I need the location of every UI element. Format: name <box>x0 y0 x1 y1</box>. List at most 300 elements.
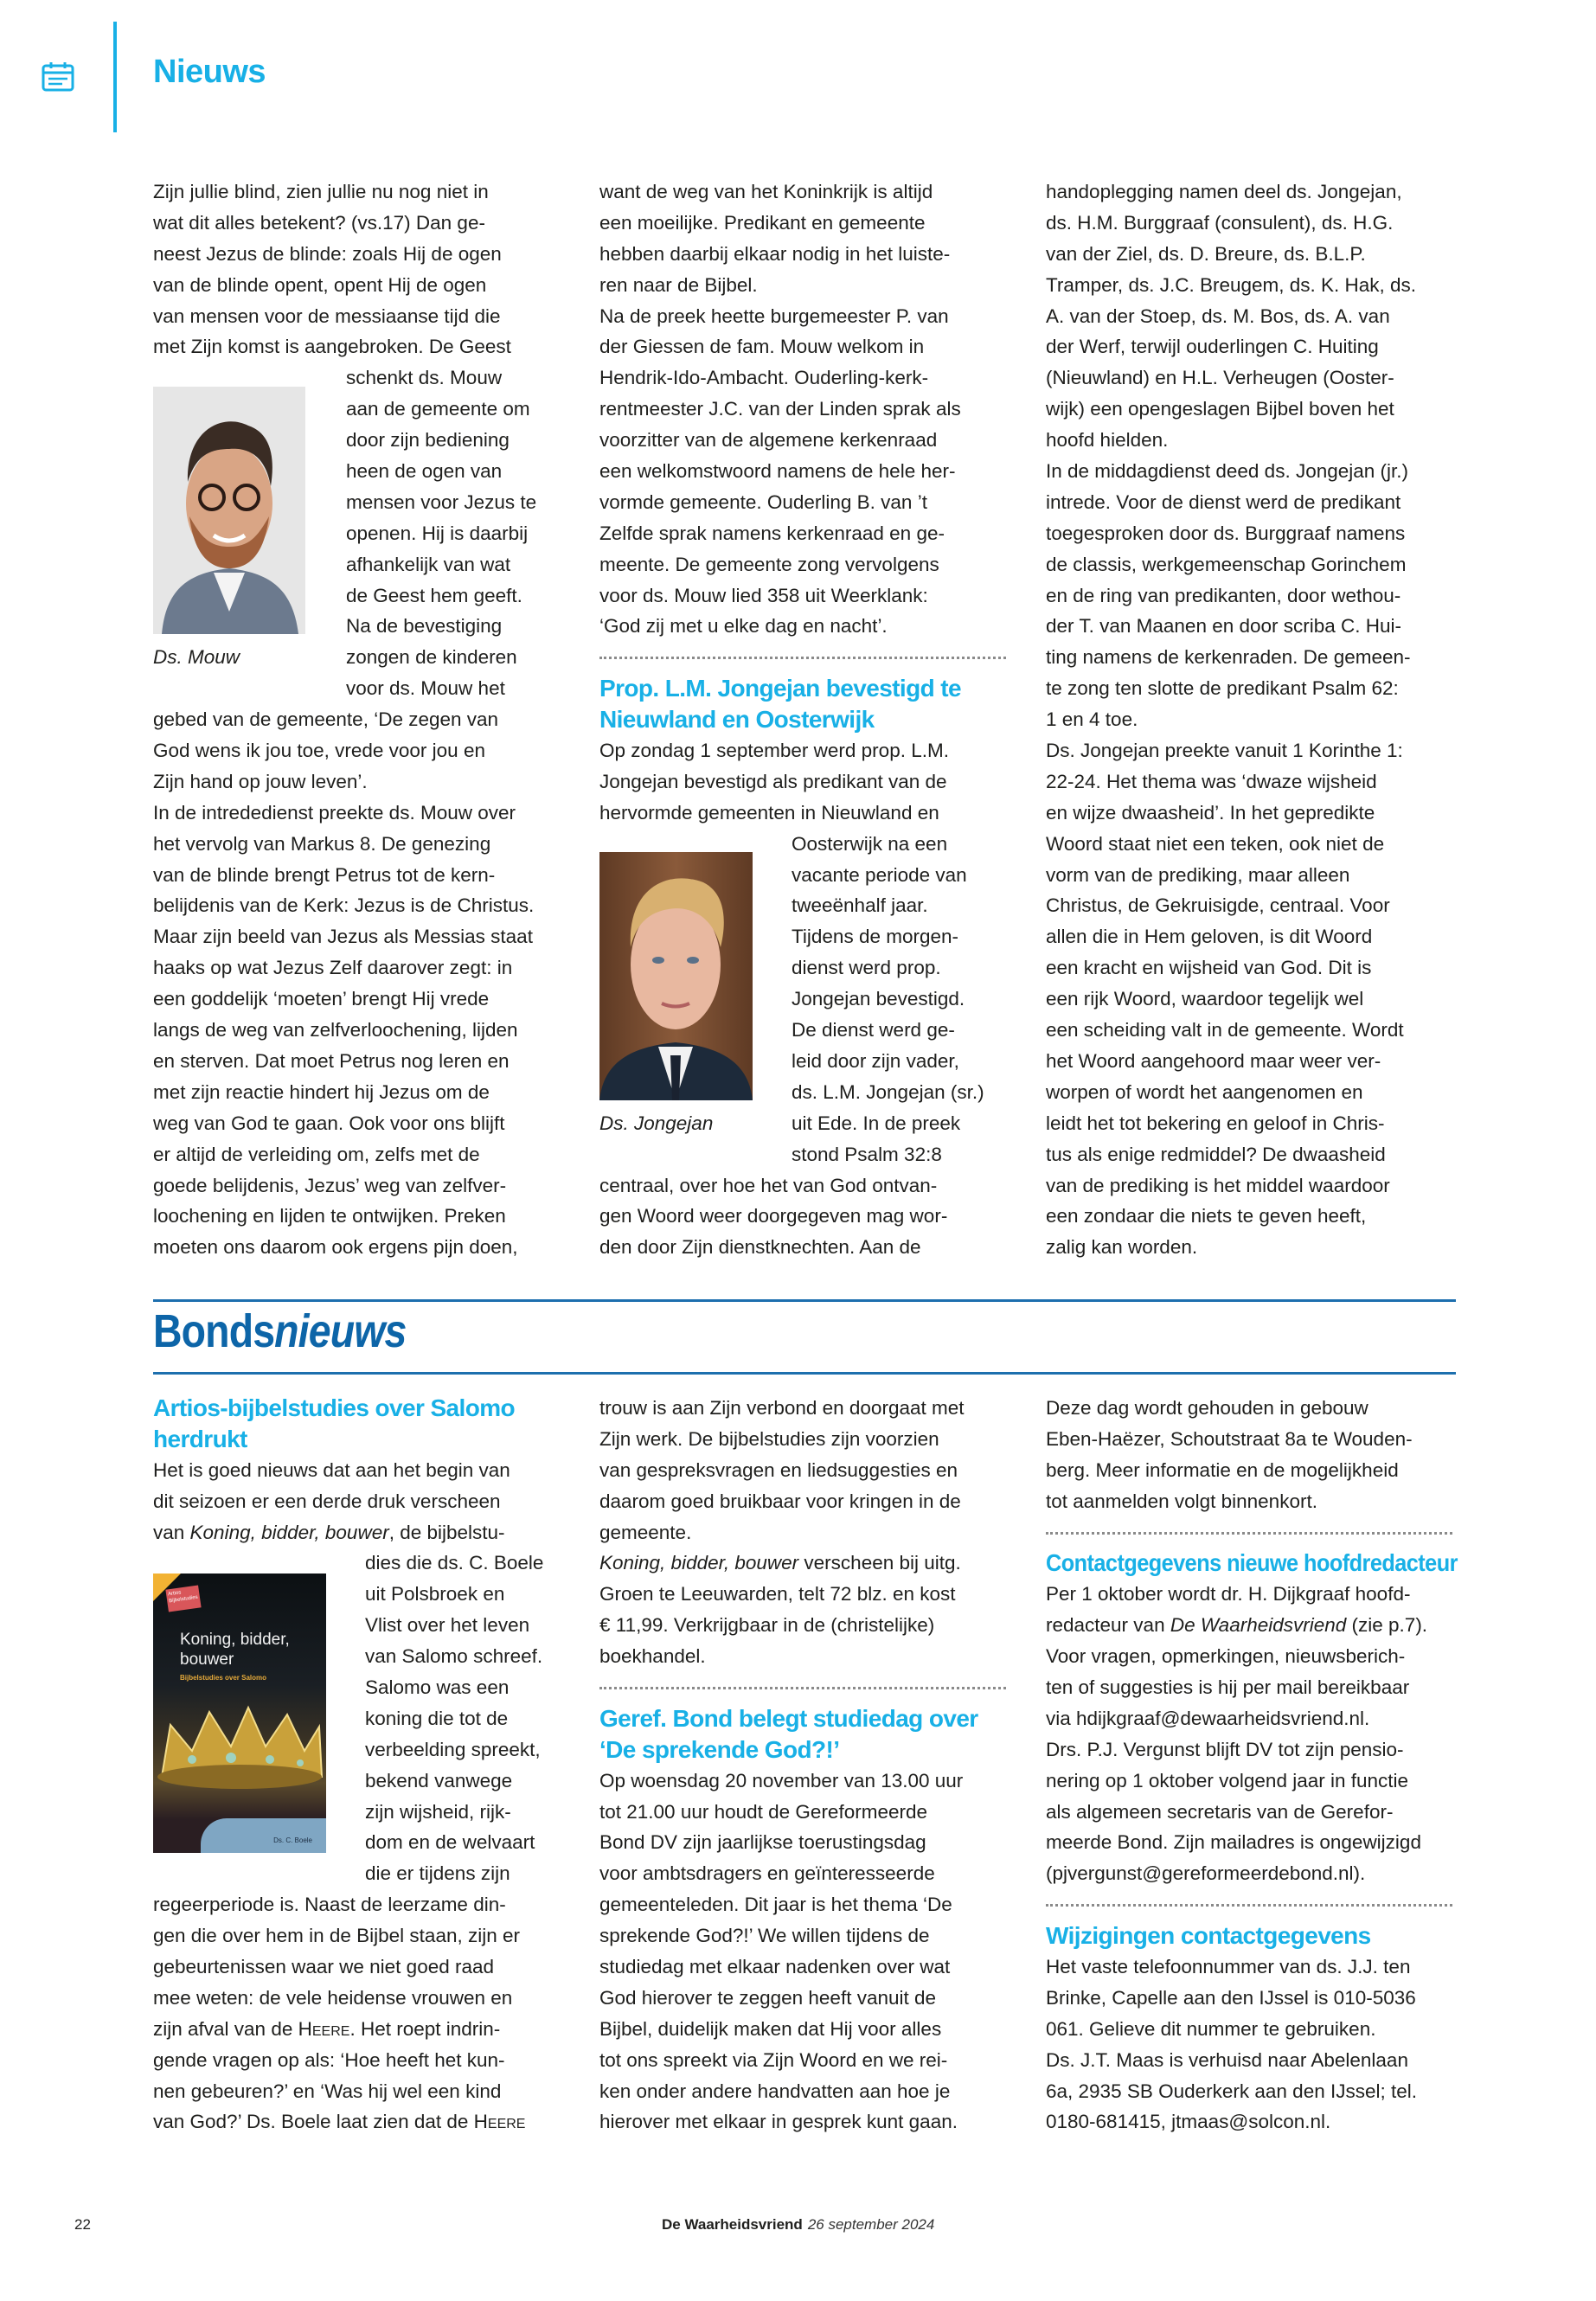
text-line <box>599 1983 1015 2014</box>
article-heading: Nieuwland en Oosterwijk <box>599 706 875 734</box>
bonds-rule-top <box>153 1299 1456 1302</box>
text-line <box>599 518 1015 549</box>
text-line <box>153 208 568 239</box>
text-line <box>1046 952 1461 984</box>
text-line-content: het vervolg van Markus 8. De genezing <box>153 832 491 855</box>
text-line <box>1046 611 1461 642</box>
text-line <box>153 1139 568 1170</box>
book-title: Koning, bidder, bouwer <box>180 1631 290 1669</box>
text-line-content: wijk) een opengeslagen Bijbel boven het <box>1046 398 1394 420</box>
page-number: 22 <box>74 2216 91 2233</box>
text-line <box>1046 735 1461 766</box>
text-line-content: gen die over hem in de Bijbel staan, zijn er <box>153 1925 520 1947</box>
text-line <box>1046 1734 1461 1766</box>
text-segment: van God?’ Ds. Boele laat zien dat de <box>153 2111 474 2133</box>
small-caps-word: Heere <box>473 2111 526 2133</box>
article-heading-line <box>153 1393 568 1424</box>
text-line-content: trouw is aan Zijn verbond en doorgaat met <box>599 1397 965 1419</box>
text-line-content: als algemeen secretaris van de Gerefor- <box>1046 1800 1394 1823</box>
text-line <box>599 1579 1015 1610</box>
text-segment: (zie p.7). <box>1346 1614 1428 1637</box>
text-line <box>153 301 568 332</box>
text-line <box>599 301 1015 332</box>
text-line-content: mee weten: de vele heidense vrouwen en <box>153 1986 513 2009</box>
text-line <box>153 2045 568 2076</box>
text-line-content: een goddelijk ‘moeten’ brengt Hij vrede <box>153 988 490 1010</box>
text-line-content: dies die ds. C. Boele <box>365 1552 544 1574</box>
article-heading: Wijzigingen contactgegevens <box>1046 1922 1371 1950</box>
text-line-content: wat dit alles betekent? (vs.17) Dan ge- <box>153 211 485 234</box>
book-footer-band <box>201 1818 326 1853</box>
text-line-content: voor ds. Mouw lied 358 uit Weerklank: <box>599 584 928 606</box>
text-line <box>599 2045 1015 2076</box>
text-line-content: Zijn werk. De bijbelstudies zijn voorzien <box>599 1427 939 1450</box>
text-line-content: Vlist over het leven <box>365 1614 530 1637</box>
text-line <box>599 1170 1015 1202</box>
text-line <box>1046 301 1461 332</box>
text-line <box>153 1486 568 1517</box>
text-line-content: 1 en 4 toe. <box>1046 708 1138 731</box>
text-line-content: zongen de kinderen <box>346 646 517 669</box>
text-line-content: daarom goed bruikbaar voor kringen in de <box>599 1490 961 1512</box>
text-line-content: Deze dag wordt gehouden in gebouw <box>1046 1397 1368 1419</box>
text-line-content: Zijn hand op jouw leven’. <box>153 770 368 792</box>
text-line-content: vacante periode van <box>792 863 967 886</box>
news-column-1 <box>153 176 568 1263</box>
text-line-content: de Geest hem geeft. <box>346 584 522 606</box>
article-heading-line <box>599 1703 1015 1734</box>
text-line <box>1046 239 1461 270</box>
text-line <box>153 1858 568 1889</box>
bonds-title-bold: Bonds <box>153 1305 275 1357</box>
text-line <box>599 1827 1015 1858</box>
text-line-content <box>1046 1610 1427 1641</box>
photo-ds-jongejan <box>599 852 753 1100</box>
text-line <box>599 798 1015 829</box>
text-segment: van <box>153 1521 190 1543</box>
text-line-content: handoplegging namen deel ds. Jongejan, <box>1046 181 1402 202</box>
text-line <box>599 611 1015 642</box>
text-line <box>153 766 568 798</box>
text-line-content: een scheiding valt in de gemeente. Wordt <box>1046 1019 1404 1042</box>
text-line <box>153 1517 568 1548</box>
text-line-content: Het vaste telefoonnummer van ds. J.J. ten <box>1046 1956 1411 1978</box>
text-line <box>599 1797 1015 1828</box>
article-heading-line <box>599 1734 1015 1766</box>
issue-date: 26 september 2024 <box>807 2216 935 2233</box>
text-line-content: Tramper, ds. J.C. Breugem, ds. K. Hak, ds. <box>1046 273 1417 296</box>
text-line-content: Tijdens de morgen- <box>792 926 959 948</box>
text-line-content: € 11,99. Verkrijgbaar in de (christelijke) <box>599 1614 935 1637</box>
text-line-content: A. van der Stoep, ds. M. Bos, ds. A. van <box>1046 304 1390 327</box>
text-line-content: dit seizoen er een derde druk verscheen <box>153 1490 501 1512</box>
text-line <box>1046 704 1461 735</box>
photo-caption-jongejan: Ds. Jongejan <box>599 1112 714 1134</box>
text-line <box>1046 642 1461 673</box>
text-line-content: Salomo was een <box>365 1676 510 1699</box>
text-line-content: Drs. P.J. Vergunst blijft DV tot zijn pensio- <box>1046 1738 1404 1760</box>
text-line-content: en wijze dwaasheid’. In het gepredikte <box>1046 801 1375 824</box>
header-divider <box>113 22 117 132</box>
text-line <box>153 176 568 208</box>
text-line <box>599 735 1015 766</box>
text-line-content: ds. L.M. Jongejan (sr.) <box>792 1080 984 1103</box>
text-line <box>1046 1139 1461 1170</box>
text-line-content: dienst werd prop. <box>792 957 941 979</box>
text-line-content: der T. van Maanen en door scriba C. Hui- <box>1046 615 1402 638</box>
text-line-content: moeten ons daarom ook ergens pijn doen, <box>153 1236 518 1259</box>
text-line-content: voor ambtsdragers en geïnteresseerde <box>599 1862 935 1885</box>
text-line-content: belijdenis van de Kerk: Jezus is de Christus. <box>153 894 535 917</box>
text-line <box>153 921 568 952</box>
text-line <box>1046 2014 1461 2045</box>
text-line-content: schenkt ds. Mouw <box>346 367 503 389</box>
text-line <box>599 176 1015 208</box>
text-line-content: De dienst werd ge- <box>792 1019 955 1042</box>
bonds-rule-bottom <box>153 1372 1456 1375</box>
text-line-content: een kracht en wijsheid van God. Dit is <box>1046 957 1372 979</box>
text-line <box>1046 580 1461 612</box>
text-line-content: van de blinde brengt Petrus tot de kern- <box>153 863 496 886</box>
bonds-title <box>153 1304 406 1358</box>
text-line-content: de classis, werkgemeenschap Gorinchem <box>1046 553 1407 575</box>
text-line <box>1046 2106 1461 2138</box>
text-line <box>599 1455 1015 1486</box>
text-line <box>153 1232 568 1263</box>
text-line <box>153 2014 568 2045</box>
text-line <box>599 425 1015 456</box>
article-heading: Contactgegevens nieuwe hoofdredacteur <box>1046 1549 1458 1577</box>
text-line-content: den door Zijn dienstknechten. Aan de <box>599 1236 921 1259</box>
article-heading-line <box>153 1424 568 1455</box>
text-line <box>1046 921 1461 952</box>
text-line <box>599 208 1015 239</box>
text-line <box>599 1889 1015 1920</box>
text-line-content: aan de gemeente om <box>346 398 530 420</box>
text-line-content: zalig kan worden. <box>1046 1236 1198 1259</box>
text-line-content: (Nieuwland) en H.L. Verheugen (Ooster- <box>1046 367 1394 389</box>
text-line-content: Groen te Leeuwarden, telt 72 blz. en kost <box>599 1583 956 1606</box>
text-line-content: 22-24. Het thema was ‘dwaze wijsheid <box>1046 770 1377 792</box>
bonds-column-3 <box>1046 1393 1461 2138</box>
text-line <box>1046 1108 1461 1139</box>
book-series-badge: Artios Bijbelstudies <box>165 1585 201 1612</box>
text-line-content: voorzitter van de algemene kerkenraad <box>599 429 938 452</box>
text-line <box>1046 1486 1461 1517</box>
photo-ds-mouw <box>153 387 305 634</box>
text-line <box>153 890 568 921</box>
text-line-content: berg. Meer informatie en de mogelijkheid <box>1046 1458 1399 1481</box>
text-line <box>1046 1579 1461 1610</box>
text-line-content: Woord staat niet een teken, ook niet de <box>1046 832 1385 855</box>
text-line-content: met Zijn komst is aangebroken. De Geest <box>153 336 511 358</box>
text-line-content: haaks op wat Jezus Zelf daarover zegt: in <box>153 957 513 979</box>
text-line <box>1046 673 1461 704</box>
italic-title: De Waarheidsvriend <box>1170 1614 1347 1637</box>
text-line-content: Na de bevestiging <box>346 615 503 638</box>
text-line <box>1046 1455 1461 1486</box>
text-line-content <box>153 2106 525 2138</box>
text-line-content: koning die tot de <box>365 1707 509 1729</box>
text-line-content: gemeente. <box>599 1521 692 1543</box>
text-line <box>1046 1232 1461 1263</box>
text-line <box>1046 208 1461 239</box>
book-author: Ds. C. Boele <box>273 1836 312 1844</box>
text-line <box>153 1046 568 1077</box>
text-line <box>153 1170 568 1202</box>
text-line <box>1046 1170 1461 1202</box>
text-line-content: Bijbel, duidelijk maken dat Hij voor alles <box>599 2017 942 2040</box>
text-line-content: en de ring van predikanten, door wethou- <box>1046 584 1401 606</box>
dotted-divider <box>599 642 1015 673</box>
text-line <box>153 984 568 1015</box>
text-line-content: (pjvergunst@gereformeerdebond.nl). <box>1046 1862 1366 1885</box>
text-line-content: tot 21.00 uur houdt de Gereformeerde <box>599 1800 927 1823</box>
text-segment: redacteur van <box>1046 1614 1170 1637</box>
text-line-content: een welkomstwoord namens de hele her- <box>599 460 956 483</box>
article-heading: Artios-bijbelstudies over Salomo <box>153 1394 515 1421</box>
text-line-content <box>153 1517 505 1548</box>
footer-magazine <box>662 2216 934 2234</box>
article-heading: Prop. L.M. Jongejan bevestigd te <box>599 675 961 702</box>
text-line-content: Eben-Haëzer, Schoutstraat 8a te Wouden- <box>1046 1427 1413 1450</box>
text-line <box>599 1486 1015 1517</box>
text-segment: zijn afval van de <box>153 2017 298 2040</box>
article-heading-line <box>1046 1548 1461 1579</box>
text-line-content: een zondaar die niets te geven heeft, <box>1046 1205 1367 1227</box>
text-line-content <box>599 1548 961 1579</box>
magazine-name: De Waarheidsvriend <box>662 2216 803 2233</box>
text-line-content: ‘God zij met u elke dag en nacht’. <box>599 615 888 638</box>
text-line-content: gemeenteleden. Dit jaar is het thema ‘De <box>599 1894 952 1916</box>
text-line-content: regeerperiode is. Naast de leerzame din- <box>153 1894 506 1916</box>
text-line <box>1046 890 1461 921</box>
text-line <box>1046 362 1461 394</box>
text-line-content: te zong ten slotte de predikant Psalm 62: <box>1046 677 1399 700</box>
text-line <box>1046 1610 1461 1641</box>
text-segment: verscheen bij uitg. <box>798 1552 961 1574</box>
text-line-content: van gespreksvragen en liedsuggesties en <box>599 1458 958 1481</box>
text-line-content: Voor vragen, opmerkingen, nieuwsberich- <box>1046 1645 1406 1668</box>
text-line-content: meente. De gemeente zong vervolgens <box>599 553 939 575</box>
text-line <box>1046 1952 1461 1983</box>
text-line-content: Per 1 oktober wordt dr. H. Dijkgraaf hoofd- <box>1046 1583 1411 1606</box>
text-line <box>153 1108 568 1139</box>
dotted-divider <box>1046 1517 1461 1548</box>
book-subtitle: Bijbelstudies over Salomo <box>180 1674 267 1682</box>
text-line <box>153 1920 568 1952</box>
text-line-content: neest Jezus de blinde: zoals Hij de ogen <box>153 242 502 265</box>
crown-illustration <box>153 1690 326 1794</box>
text-line-content: Ds. J.T. Maas is verhuisd naar Abelenlaan <box>1046 2048 1408 2071</box>
italic-title: Koning, bidder, bouwer <box>599 1552 799 1574</box>
text-line <box>599 239 1015 270</box>
text-line-content: In de intrededienst preekte ds. Mouw over <box>153 801 516 824</box>
text-line <box>1046 1015 1461 1046</box>
text-line <box>599 1232 1015 1263</box>
article-heading: herdrukt <box>153 1425 247 1452</box>
text-line-content: studiedag met elkaar nadenken over wat <box>599 1956 951 1978</box>
text-segment: , de bijbelstu- <box>388 1521 505 1543</box>
text-line-content: door zijn bediening <box>346 429 510 452</box>
text-line-content: Brinke, Capelle aan den IJssel is 010-5036 <box>1046 1986 1416 2009</box>
text-line-content: Bond DV zijn jaarlijkse toerustingsdag <box>599 1831 926 1854</box>
text-line <box>153 673 568 704</box>
text-line-content: Oosterwijk na een <box>792 832 948 855</box>
text-line-content: voor ds. Mouw het <box>346 677 505 700</box>
text-line <box>599 2076 1015 2107</box>
text-line-content: God hierover te zeggen heeft vanuit de <box>599 1986 937 2009</box>
text-line-content: vorm van de prediking, maar alleen <box>1046 863 1350 886</box>
text-line-content: mensen voor Jezus te <box>346 490 537 513</box>
text-line-content: hierover met elkaar in gesprek kunt gaan. <box>599 2111 958 2133</box>
text-line <box>599 1610 1015 1641</box>
text-line-content: via hdijkgraaf@dewaarheidsvriend.nl. <box>1046 1707 1370 1729</box>
text-line-content: uit Polsbroek en <box>365 1583 505 1606</box>
article-heading: ‘De sprekende God?!’ <box>599 1735 840 1763</box>
text-line <box>599 1548 1015 1579</box>
text-line <box>1046 518 1461 549</box>
text-line-content: hebben daarbij elkaar nodig in het luiste- <box>599 242 951 265</box>
text-line-content: Maar zijn beeld van Jezus als Messias staat <box>153 926 533 948</box>
text-line <box>153 2106 568 2138</box>
text-line-content: 6a, 2935 SB Ouderkerk aan den IJssel; tel. <box>1046 2080 1418 2102</box>
news-column-3 <box>1046 176 1461 1263</box>
text-line-content: een moeilijke. Predikant en gemeente <box>599 211 926 234</box>
text-line-content: ting namens de kerkenraden. De gemeen- <box>1046 646 1411 669</box>
text-line-content: Ds. Jongejan preekte vanuit 1 Korinthe 1: <box>1046 740 1403 762</box>
text-line <box>153 1983 568 2014</box>
text-line <box>599 1641 1015 1672</box>
text-line-content: worpen of wordt het aangenomen en <box>1046 1080 1363 1103</box>
text-line-content: loochening en lijden te ontwijken. Preken <box>153 1205 506 1227</box>
text-line-content: der Giessen de fam. Mouw welkom in <box>599 336 925 358</box>
text-line <box>153 239 568 270</box>
text-line <box>1046 549 1461 580</box>
text-line <box>1046 1672 1461 1703</box>
text-line <box>599 1424 1015 1455</box>
text-line <box>599 2014 1015 2045</box>
text-line <box>1046 331 1461 362</box>
text-line <box>1046 860 1461 891</box>
text-segment: . Het roept indrin- <box>349 2017 501 2040</box>
text-line <box>599 549 1015 580</box>
bonds-column-2 <box>599 1393 1015 2138</box>
text-line <box>153 1201 568 1232</box>
text-line-content: vormde gemeente. Ouderling B. van ’t <box>599 490 927 513</box>
text-line-content: rentmeester J.C. van der Linden sprak als <box>599 398 961 420</box>
text-line <box>1046 1703 1461 1734</box>
text-line <box>599 766 1015 798</box>
book-cover-image <box>153 1574 326 1853</box>
text-line-content: boekhandel. <box>599 1645 706 1668</box>
text-line-content: met zijn reactie hindert hij Jezus om de <box>153 1080 490 1103</box>
section-title: Nieuws <box>153 54 266 90</box>
text-line-content: een rijk Woord, waardoor tegelijk wel <box>1046 988 1364 1010</box>
text-line <box>1046 1858 1461 1889</box>
text-line-content: ken onder andere handvatten aan hoe je <box>599 2080 951 2102</box>
text-line <box>1046 487 1461 518</box>
text-line-content: gen Woord weer doorgegeven mag wor- <box>599 1205 948 1227</box>
text-line-content: van mensen voor de messiaanse tijd die <box>153 304 501 327</box>
text-line-content: heen de ogen van <box>346 460 503 483</box>
text-line <box>1046 394 1461 425</box>
text-line <box>153 952 568 984</box>
text-line <box>599 1858 1015 1889</box>
text-line <box>599 1139 1015 1170</box>
text-line-content: van de prediking is het middel waardoor <box>1046 1174 1390 1196</box>
text-line-content: gebeurtenissen waar we niet goed raad <box>153 1956 495 1978</box>
text-line <box>153 331 568 362</box>
small-caps-word: Heere <box>298 2017 350 2040</box>
article-heading-line <box>599 673 1015 704</box>
text-line <box>599 1952 1015 1983</box>
text-line-content: tot aanmelden volgt binnenkort. <box>1046 1490 1317 1512</box>
text-line-content: die er tijdens zijn <box>365 1862 510 1885</box>
text-line-content: want de weg van het Koninkrijk is altijd <box>599 181 933 202</box>
text-line-content: Hendrik-Ido-Ambacht. Ouderling-kerk- <box>599 367 929 389</box>
text-line-content: tot ons spreekt via Zijn Woord en we rei- <box>599 2048 948 2071</box>
text-line-content: gende vragen op als: ‘Hoe heeft het kun- <box>153 2048 505 2071</box>
article-heading-line <box>1046 1920 1461 1952</box>
text-line <box>599 1766 1015 1797</box>
text-line <box>153 704 568 735</box>
text-line-content: er altijd de verleiding om, zelfs met de <box>153 1143 480 1165</box>
text-line-content: sprekende God?!’ We willen tijdens de <box>599 1925 930 1947</box>
text-line <box>1046 1797 1461 1828</box>
text-line-content: dom en de welvaart <box>365 1831 535 1854</box>
text-line <box>599 580 1015 612</box>
text-line-content: leid door zijn vader, <box>792 1049 959 1072</box>
text-line-content: openen. Hij is daarbij <box>346 522 529 544</box>
text-line-content: van Salomo schreef. <box>365 1645 543 1668</box>
text-line-content: Het is goed nieuws dat aan het begin van <box>153 1458 510 1481</box>
text-line-content: afhankelijk van wat <box>346 553 511 575</box>
text-line <box>153 1455 568 1486</box>
text-line-content: goede belijdenis, Jezus’ weg van zelfver- <box>153 1174 507 1196</box>
calendar-icon <box>42 61 74 92</box>
text-line-content: ten of suggesties is hij per mail bereikbaar <box>1046 1676 1410 1699</box>
text-line-content: tus als enige redmiddel? De dwaasheid <box>1046 1143 1386 1165</box>
dotted-divider <box>1046 1889 1461 1920</box>
text-line-content: en sterven. Dat moet Petrus nog leren en <box>153 1049 510 1072</box>
text-line <box>599 487 1015 518</box>
article-heading: Geref. Bond belegt studiedag over <box>599 1704 978 1732</box>
text-line <box>153 2076 568 2107</box>
text-line <box>1046 766 1461 798</box>
text-line <box>153 735 568 766</box>
text-line-content: Op woensdag 20 november van 13.00 uur <box>599 1769 964 1791</box>
text-line <box>599 1920 1015 1952</box>
text-line <box>599 1517 1015 1548</box>
text-line <box>599 1201 1015 1232</box>
article-heading-line <box>599 704 1015 735</box>
text-line <box>1046 1393 1461 1424</box>
dotted-divider <box>599 1672 1015 1703</box>
text-line <box>153 1889 568 1920</box>
text-line <box>1046 1424 1461 1455</box>
text-line <box>599 270 1015 301</box>
text-line <box>599 394 1015 425</box>
bonds-title-italic: nieuws <box>274 1305 407 1357</box>
text-line-content: allen die in Hem geloven, is dit Woord <box>1046 926 1373 948</box>
text-line-content: Jongejan bevestigd als predikant van de <box>599 770 947 792</box>
text-line-content: langs de weg van zelfverloochening, lijden <box>153 1019 518 1042</box>
text-line <box>1046 1827 1461 1858</box>
text-line-content: God wens ik jou toe, vrede voor jou en <box>153 740 485 762</box>
text-line <box>1046 270 1461 301</box>
text-line-content: bekend vanwege <box>365 1769 513 1791</box>
